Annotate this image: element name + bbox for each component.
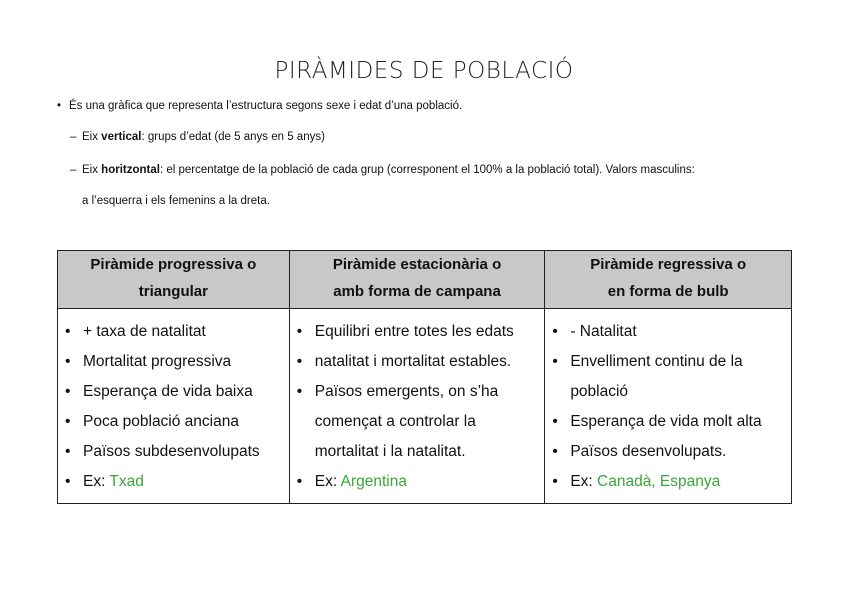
- list-item: • Mortalitat progressiva: [64, 347, 283, 377]
- list-item-example: • Ex: Txad: [64, 467, 283, 497]
- list-item-continuation: començat a controlar la: [314, 413, 476, 430]
- list-item: • Equilibri entre totes les edats: [296, 317, 539, 347]
- header-stationary: Piràmide estacionària o amb forma de campana: [289, 251, 545, 309]
- list-item: • Esperança de vida molt alta: [551, 407, 785, 437]
- intro-bullet: • És una gràfica que representa l’estructura segons sexe i edat d’una població.: [57, 100, 463, 112]
- list-item: • Països desenvolupats.: [551, 437, 785, 467]
- dash-icon: –: [70, 164, 77, 176]
- bullet-icon: •: [57, 100, 62, 112]
- pyramid-table: [57, 250, 792, 504]
- intro-horizontal-axis-cont: a l’esquerra i els femenins a la dreta.: [82, 195, 270, 207]
- header-progressive: Piràmide progressiva o triangular: [58, 251, 290, 309]
- header-regressive: Piràmide regressiva o en forma de bulb: [545, 251, 792, 309]
- example-country: Txad: [109, 473, 144, 490]
- intro-horizontal-axis: – Eix horitzontal: el percentatge de la població de cada grup (corresponent el 100% a la població total). Valors masculins:: [70, 164, 695, 176]
- list-item: • - Natalitat: [551, 317, 785, 347]
- list-item: • Països emergents, on s’ha: [296, 377, 539, 407]
- list-item: • Envelliment continu de la: [551, 347, 785, 377]
- dash-icon: –: [70, 131, 77, 143]
- list-item: • + taxa de natalitat: [64, 317, 283, 347]
- cell-stationary: [289, 309, 545, 504]
- table-row: [58, 309, 792, 504]
- example-country: Argentina: [340, 473, 407, 490]
- example-country: Canadà, Espanya: [597, 473, 721, 490]
- list-item-example: • Ex: Canadà, Espanya: [551, 467, 785, 497]
- intro-vertical-axis: – Eix vertical: grups d’edat (de 5 anys en 5 anys): [70, 131, 325, 143]
- table-header-row: [58, 251, 792, 309]
- list-item-continuation: població: [570, 383, 629, 400]
- page-title: PIRÀMIDES DE POBLACIÓ: [274, 58, 574, 84]
- cell-progressive: [58, 309, 290, 504]
- list-item: • Esperança de vida baixa: [64, 377, 283, 407]
- cell-regressive: [545, 309, 792, 504]
- list-item-example: • Ex: Argentina: [296, 467, 539, 497]
- list-item: • Poca població anciana: [64, 407, 283, 437]
- list-item-continuation: mortalitat i la natalitat.: [314, 443, 466, 460]
- list-item: • Països subdesenvolupats: [64, 437, 283, 467]
- list-item: • natalitat i mortalitat estables.: [296, 347, 539, 377]
